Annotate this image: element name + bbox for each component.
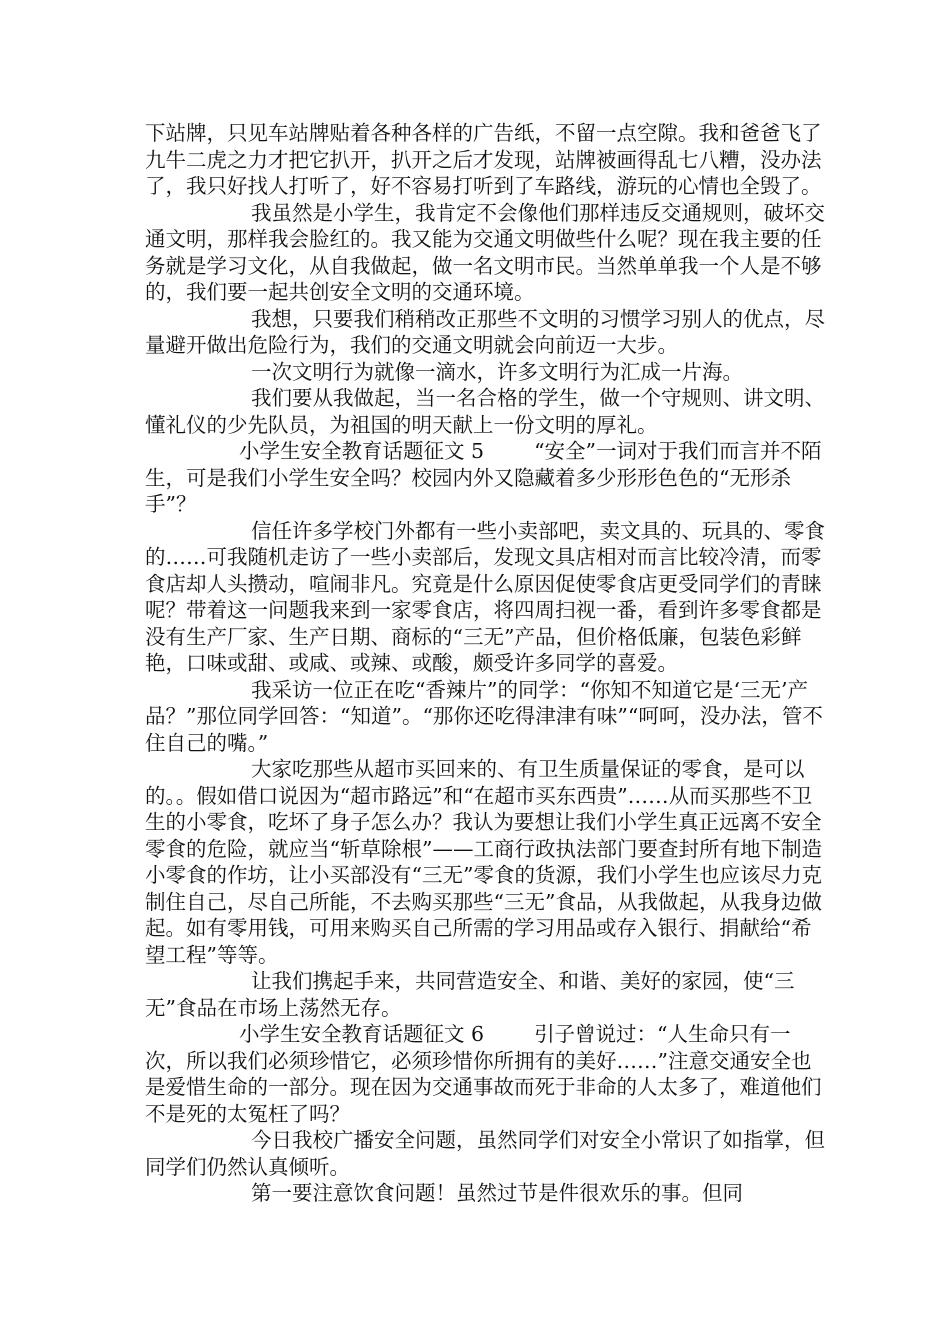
paragraph: 下站牌，只见车站牌贴着各种各样的广告纸，不留一点空隙。我和爸爸飞了九牛二虎之力才把它扒开，扒开之后才发现，站牌被画得乱七八糟，没办法了，我只好找人打听了，好不容易打听到了车路线，游玩的心情也全毁了。 bbox=[145, 121, 822, 198]
paragraph: 我想，只要我们稍稍改正那些不文明的习惯学习别人的优点，尽量避开做出危险行为，我们的交通文明就会向前迈一大步。 bbox=[145, 306, 825, 357]
paragraph: 我采访一位正在吃“香辣片”的同学：“你知不知道它是‘三无’产品？”那位同学回答：“知道”。“那你还吃得津津有味”“呵呵，没办法，管不住自己的嘴。” bbox=[145, 677, 823, 755]
document-body bbox=[145, 120, 825, 1207]
paragraph: 信任许多学校门外都有一些小卖部吧，卖文具的、玩具的、零食的……可我随机走访了一些小卖部后，发现文具店相对而言比较冷清，而零食店却人头攒动，喧闹非凡。究竟是什么原因促使零食店更受同学们的青睐呢？带着这一问题我来到一家零食店，将四周扫视一番，看到许多零食都是没有生产厂家、生产日期、商标的“三无”产品，但价格低廉，包装色彩鲜艳，口味或甜、或咸、或辣、或酸，颇受许多同学的喜爱。 bbox=[145, 518, 825, 675]
paragraph: 我虽然是小学生，我肯定不会像他们那样违反交通规则，破坏交通文明，那样我会脸红的。我又能为交通文明做些什么呢？现在我主要的任务就是学习文化，从自我做起，做一名文明市民。当然单单我一个人是不够的，我们要一起共创安全文明的交通环境。 bbox=[145, 200, 825, 304]
section-5-intro bbox=[145, 438, 825, 518]
paragraph: 今日我校广播安全问题，虽然同学们对安全小常识了如指掌，但同学们仍然认真倾听。 bbox=[145, 1128, 825, 1179]
paragraph: 第一要注意饮食问题！虽然过节是件很欢乐的事。但同 bbox=[251, 1181, 743, 1205]
section-heading: 小学生安全教育话题征文 6 bbox=[239, 1022, 485, 1046]
paragraph: 让我们携起手来，共同营造安全、和谐、美好的家园，使“三无”食品在市场上荡然无存。 bbox=[145, 969, 795, 1020]
paragraph: 一次文明行为就像一滴水，许多文明行为汇成一片海。 bbox=[251, 359, 743, 384]
section-lead: 引子曾说过：“人生命只有一次，所以我们必须珍惜它，必须珍惜你所拥有的美好……”注意交通安全也是爱惜生命的一部分。现在因为交通事故而死于非命的人太多了，难道他们不是死的太冤枉了吗？ bbox=[145, 1022, 822, 1126]
paragraph: 大家吃那些从超市买回来的、有卫生质量保证的零食，是可以的。。假如借口说因为“超市路远”和“在超市买东西贵”……从而买那些不卫生的小零食，吃坏了身子怎么办？我认为要想让我们小学生真正远离不安全零食的危险，就应当“斩草除根”——工商行政执法部门要查封所有地下制造小零食的作坊，让小买部没有“三无”零食的货源，我们小学生也应该尽力克制住自己，尽自己所能，不去购买那些“三无”食品，从我做起，从我身边做起。如有零用钱，可用来购买自己所需的学习用品或存入银行、捐献给“希望工程”等等。 bbox=[145, 757, 822, 967]
section-heading: 小学生安全教育话题征文 5 bbox=[239, 439, 485, 463]
section-lead: “安全”一词对于我们而言并不陌生，可是我们小学生安全吗？校园内外又隐藏着多少形形色色的“无形杀手”？ bbox=[145, 439, 822, 516]
section-6-intro bbox=[145, 1021, 825, 1127]
paragraph: 我们要从我做起，当一名合格的学生，做一个守规则、讲文明、懂礼仪的少先队员，为祖国的明天献上一份文明的厚礼。 bbox=[145, 386, 825, 437]
